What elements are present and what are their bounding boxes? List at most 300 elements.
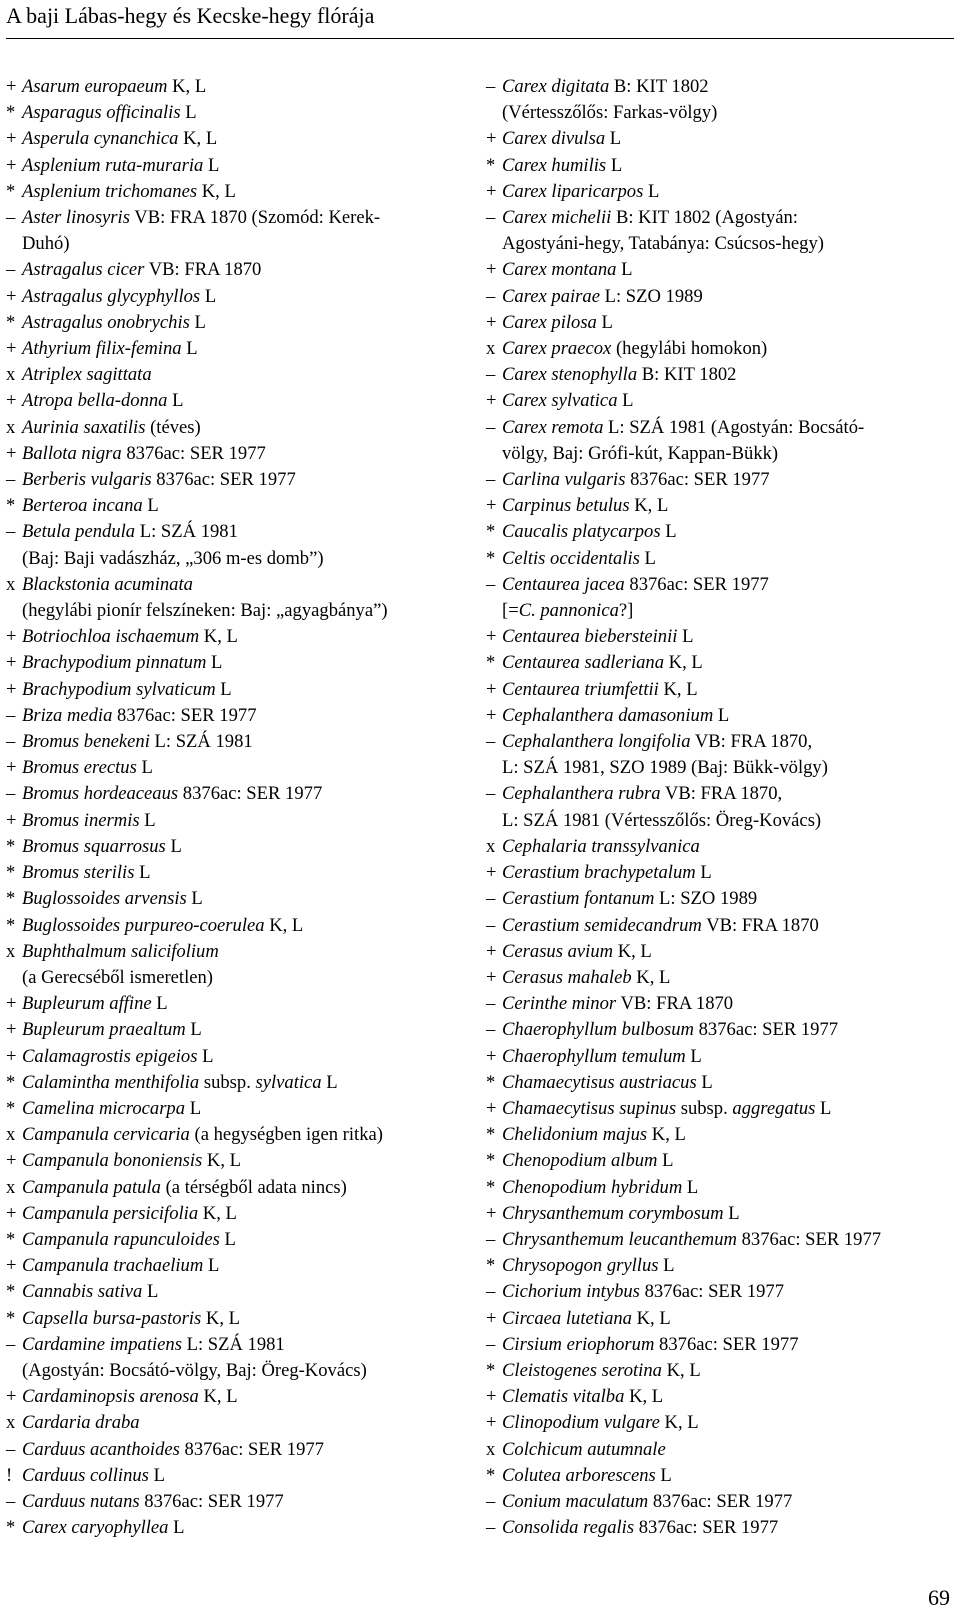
species-entry bbox=[6, 1070, 466, 1096]
species-entry bbox=[486, 913, 956, 939]
entry-note: L bbox=[662, 1150, 674, 1172]
entry-note: L bbox=[186, 338, 198, 360]
entry-note: subsp. bbox=[203, 1071, 251, 1093]
species-name: Cerastium fontanum bbox=[502, 888, 655, 910]
species-name: Conium maculatum bbox=[502, 1490, 649, 1512]
species-entry bbox=[486, 677, 956, 703]
entry-marker: * bbox=[6, 180, 16, 202]
entry-marker: – bbox=[486, 416, 496, 438]
entry-note: L bbox=[663, 1255, 675, 1277]
entry-note: 8376ac: SER 1977 bbox=[644, 1281, 785, 1303]
species-entry bbox=[486, 546, 956, 572]
entry-note: 8376ac: SER 1977 bbox=[652, 1490, 793, 1512]
species-name: Ballota nigra bbox=[22, 442, 122, 464]
entry-note: L bbox=[644, 547, 656, 569]
species-name: Centaurea jacea bbox=[502, 573, 625, 595]
species-name: Cannabis sativa bbox=[22, 1281, 143, 1303]
species-name: Calamintha menthifolia bbox=[22, 1071, 200, 1093]
species-name: Buglossoides arvensis bbox=[22, 888, 187, 910]
entry-marker: * bbox=[6, 888, 16, 910]
right-column bbox=[486, 74, 956, 1541]
species-name: Cerasus mahaleb bbox=[502, 966, 632, 988]
species-entry bbox=[6, 493, 466, 519]
entry-note: L bbox=[144, 809, 156, 831]
entry-marker: – bbox=[486, 731, 496, 753]
species-name: Carex digitata bbox=[502, 76, 610, 97]
species-name: Campanula patula bbox=[22, 1176, 161, 1198]
entry-note: L bbox=[700, 862, 712, 884]
entry-note: L bbox=[172, 390, 184, 412]
entry-marker: x bbox=[6, 1176, 16, 1198]
species-entry bbox=[6, 284, 466, 310]
entry-marker: + bbox=[486, 940, 497, 962]
entry-continuation: Agostyáni-hegy, Tatabánya: Csúcsos-hegy) bbox=[502, 233, 824, 255]
entry-marker: * bbox=[6, 311, 16, 333]
entry-marker: + bbox=[6, 442, 17, 464]
species-entry bbox=[6, 1122, 466, 1148]
species-name: Carpinus betulus bbox=[502, 495, 630, 517]
entry-marker: x bbox=[6, 573, 16, 595]
entry-note: L bbox=[682, 626, 694, 648]
species-entry bbox=[486, 1070, 956, 1096]
species-entry bbox=[486, 467, 956, 493]
species-entry bbox=[6, 388, 466, 414]
entry-note: L bbox=[153, 1464, 165, 1486]
species-name: Cerastium brachypetalum bbox=[502, 862, 696, 884]
entry-marker: – bbox=[486, 1333, 496, 1355]
species-entry bbox=[6, 100, 466, 126]
entry-marker: * bbox=[486, 1124, 496, 1146]
species-entry bbox=[6, 467, 466, 493]
entry-marker: + bbox=[486, 128, 497, 150]
entry-marker: – bbox=[6, 1490, 16, 1512]
entry-note: subsp. bbox=[680, 1097, 728, 1119]
entry-marker: – bbox=[6, 469, 16, 491]
entry-note: L: SZÁ 1981 bbox=[139, 521, 238, 543]
species-entry bbox=[6, 1489, 466, 1515]
entry-marker: – bbox=[486, 783, 496, 805]
entry-marker: * bbox=[486, 547, 496, 569]
species-name: Chrysanthemum leucanthemum bbox=[502, 1228, 737, 1250]
entry-continuation: (hegylábi pionír felszíneken: Baj: „agyagbánya”) bbox=[22, 600, 388, 622]
species-name: Briza media bbox=[22, 704, 113, 726]
entry-marker: + bbox=[486, 1307, 497, 1329]
species-entry bbox=[6, 1332, 466, 1358]
species-entry bbox=[486, 1148, 956, 1174]
entry-note: (téves) bbox=[150, 416, 201, 438]
entry-marker: * bbox=[486, 1464, 496, 1486]
entry-marker: – bbox=[6, 1333, 16, 1355]
species-entry bbox=[6, 860, 466, 886]
entry-note: K, L bbox=[636, 966, 671, 988]
entry-marker: – bbox=[486, 364, 496, 386]
species-name: Colchicum autumnale bbox=[502, 1438, 666, 1460]
species-entry bbox=[6, 205, 466, 231]
species-name: Brachypodium sylvaticum bbox=[22, 678, 216, 700]
entry-note: K, L bbox=[205, 1307, 240, 1329]
entry-note: L bbox=[191, 888, 203, 910]
entry-note: L bbox=[820, 1097, 832, 1119]
entry-marker: * bbox=[486, 1359, 496, 1381]
entry-marker: * bbox=[486, 652, 496, 674]
entry-note: L bbox=[665, 521, 677, 543]
species-entry bbox=[6, 1017, 466, 1043]
species-name: Betula pendula bbox=[22, 521, 136, 543]
entry-note: L: SZÁ 1981 bbox=[186, 1333, 285, 1355]
species-name: Bupleurum affine bbox=[22, 993, 152, 1015]
entry-note: (hegylábi homokon) bbox=[615, 338, 768, 360]
species-entry bbox=[486, 1201, 956, 1227]
species-name: Centaurea triumfettii bbox=[502, 678, 659, 700]
species-name: Cerastium semidecandrum bbox=[502, 914, 702, 936]
entry-note: L bbox=[170, 835, 182, 857]
species-entry bbox=[6, 729, 466, 755]
entry-marker: – bbox=[486, 914, 496, 936]
species-name: Caucalis platycarpos bbox=[502, 521, 661, 543]
species-name: Carex liparicarpos bbox=[502, 180, 644, 202]
species-name: Consolida regalis bbox=[502, 1517, 635, 1539]
entry-note: L bbox=[173, 1517, 185, 1539]
entry-marker: + bbox=[486, 180, 497, 202]
entry-note: (a térségből adata nincs) bbox=[165, 1176, 347, 1198]
species-entry bbox=[6, 441, 466, 467]
species-entry bbox=[6, 179, 466, 205]
species-entry bbox=[6, 572, 466, 598]
species-entry bbox=[486, 153, 956, 179]
entry-note: K, L bbox=[651, 1124, 686, 1146]
species-name: Campanula bononiensis bbox=[22, 1150, 203, 1172]
species-entry bbox=[486, 1279, 956, 1305]
entry-note: L bbox=[190, 1019, 202, 1041]
species-name: Colutea arborescens bbox=[502, 1464, 656, 1486]
entry-marker: + bbox=[6, 626, 17, 648]
subspecies-name: aggregatus bbox=[732, 1097, 816, 1119]
species-entry bbox=[6, 1463, 466, 1489]
entry-marker: – bbox=[6, 783, 16, 805]
species-name: Centaurea sadleriana bbox=[502, 652, 664, 674]
entry-marker: + bbox=[6, 1255, 17, 1277]
species-entry bbox=[486, 1410, 956, 1436]
species-name: Cirsium eriophorum bbox=[502, 1333, 655, 1355]
species-entry bbox=[6, 991, 466, 1017]
entry-note: 8376ac: SER 1977 bbox=[117, 704, 257, 726]
species-name: Chamaecytisus austriacus bbox=[502, 1071, 697, 1093]
species-name: Cardaria draba bbox=[22, 1412, 140, 1434]
entry-note: K, L bbox=[201, 180, 236, 202]
entry-continuation: (Baj: Baji vadászház, „306 m-es domb”) bbox=[22, 547, 324, 569]
species-name: Carex divulsa bbox=[502, 128, 606, 150]
entry-marker: + bbox=[486, 259, 497, 281]
species-entry bbox=[486, 1044, 956, 1070]
entry-marker: – bbox=[6, 207, 16, 229]
species-entry bbox=[6, 1437, 466, 1463]
entry-marker: – bbox=[486, 993, 496, 1015]
species-name: Carex pairae bbox=[502, 285, 600, 307]
left-column bbox=[6, 74, 466, 1541]
species-name: Carduus acanthoides bbox=[22, 1438, 180, 1460]
entry-marker: * bbox=[486, 154, 496, 176]
entry-marker: + bbox=[486, 862, 497, 884]
entry-marker: * bbox=[6, 1071, 16, 1093]
species-name: Aster linosyris bbox=[22, 207, 130, 229]
entry-note: 8376ac: SER 1977 bbox=[182, 783, 323, 805]
entry-marker: + bbox=[486, 626, 497, 648]
entry-note: K, L bbox=[666, 1359, 701, 1381]
species-entry bbox=[486, 205, 956, 231]
entry-note: 8376ac: SER 1977 bbox=[630, 469, 770, 491]
species-name: Asplenium trichomanes bbox=[22, 180, 198, 202]
species-entry bbox=[486, 965, 956, 991]
entry-marker: * bbox=[6, 835, 16, 857]
entry-marker: – bbox=[6, 1438, 16, 1460]
entry-note: L bbox=[207, 154, 220, 176]
entry-note: VB: FRA 1870 bbox=[148, 259, 262, 281]
entry-marker: + bbox=[6, 993, 17, 1015]
entry-note: L bbox=[207, 1255, 220, 1277]
species-entry bbox=[6, 153, 466, 179]
species-name: Bromus squarrosus bbox=[22, 835, 166, 857]
species-entry bbox=[6, 886, 466, 912]
entry-marker: + bbox=[486, 311, 497, 333]
entry-marker: – bbox=[486, 1490, 496, 1512]
species-entry bbox=[486, 362, 956, 388]
species-name: Carex praecox bbox=[502, 338, 612, 360]
subspecies-name: sylvatica bbox=[255, 1071, 322, 1093]
entry-marker: + bbox=[6, 390, 17, 412]
entry-note: L bbox=[147, 495, 159, 517]
entry-note: L bbox=[220, 678, 232, 700]
entry-marker: + bbox=[6, 1019, 17, 1041]
entry-note: 8376ac: SER 1977 bbox=[698, 1019, 839, 1041]
entry-marker: – bbox=[6, 704, 16, 726]
species-name: Astragalus cicer bbox=[22, 259, 145, 281]
entry-note: K, L bbox=[202, 1202, 237, 1224]
species-name: Carex michelii bbox=[502, 207, 612, 229]
entry-marker: + bbox=[6, 1150, 17, 1172]
entry-note: L bbox=[660, 1464, 672, 1486]
entry-note: K, L bbox=[668, 652, 703, 674]
species-name: Cleistogenes serotina bbox=[502, 1359, 662, 1381]
entry-marker: – bbox=[486, 1228, 496, 1250]
entry-note: L bbox=[686, 1176, 699, 1198]
entry-marker: + bbox=[6, 128, 17, 150]
species-name: Carex stenophylla bbox=[502, 364, 638, 386]
entry-marker: * bbox=[6, 1097, 16, 1119]
species-name: Asparagus officinalis bbox=[22, 102, 181, 124]
entry-marker: + bbox=[6, 809, 17, 831]
species-name: Campanula persicifolia bbox=[22, 1202, 199, 1224]
entry-note: VB: FRA 1870, bbox=[694, 731, 813, 753]
species-name: Carlina vulgaris bbox=[502, 469, 626, 491]
entry-marker: * bbox=[6, 1228, 16, 1250]
entry-continuation: L: SZÁ 1981, SZO 1989 (Baj: Bükk-völgy) bbox=[502, 757, 828, 779]
species-entry bbox=[6, 677, 466, 703]
entry-note: L bbox=[194, 311, 206, 333]
entry-marker: * bbox=[6, 1517, 16, 1539]
species-entry bbox=[486, 74, 956, 100]
entry-marker: + bbox=[6, 678, 17, 700]
entry-marker: – bbox=[6, 731, 16, 753]
species-entry bbox=[486, 624, 956, 650]
entry-marker: x bbox=[486, 835, 496, 857]
entry-note: B: KIT 1802 bbox=[641, 364, 737, 386]
species-entry bbox=[6, 1515, 466, 1541]
entry-note: L bbox=[621, 259, 633, 281]
entry-note: 8376ac: SER 1977 bbox=[144, 1490, 284, 1512]
species-entry bbox=[486, 834, 956, 860]
entry-note: B: KIT 1802 (Agostyán: bbox=[615, 207, 798, 229]
species-name: Cichorium intybus bbox=[502, 1281, 640, 1303]
species-entry bbox=[6, 1227, 466, 1253]
species-entry bbox=[6, 1201, 466, 1227]
page-number: 69 bbox=[928, 1585, 950, 1610]
entry-marker: + bbox=[486, 966, 497, 988]
entry-note: L bbox=[147, 1281, 159, 1303]
species-entry bbox=[486, 257, 956, 283]
species-name: Bupleurum praealtum bbox=[22, 1019, 186, 1041]
entry-continuation: (a Gerecséből ismeretlen) bbox=[22, 966, 214, 988]
species-name: Buglossoides purpureo-coerulea bbox=[22, 914, 265, 936]
entry-marker: – bbox=[486, 76, 496, 97]
entry-note: L bbox=[224, 1228, 236, 1250]
entry-continuation bbox=[486, 598, 956, 624]
entry-marker: + bbox=[486, 1412, 497, 1434]
entry-marker: – bbox=[486, 1517, 496, 1539]
species-name: Astragalus onobrychis bbox=[22, 311, 190, 333]
entry-marker: – bbox=[486, 573, 496, 595]
entry-note: (a hegységben igen ritka) bbox=[194, 1124, 383, 1146]
species-entry bbox=[486, 1463, 956, 1489]
species-entry bbox=[486, 650, 956, 676]
species-name: Cephalanthera rubra bbox=[502, 783, 661, 805]
species-entry bbox=[486, 886, 956, 912]
species-entry bbox=[486, 493, 956, 519]
species-name: Athyrium filix-femina bbox=[22, 338, 182, 360]
entry-note: 8376ac: SER 1977 bbox=[126, 442, 266, 464]
entry-marker: * bbox=[486, 1071, 496, 1093]
species-entry bbox=[6, 808, 466, 834]
species-entry bbox=[6, 939, 466, 965]
entry-note: VB: FRA 1870 bbox=[620, 993, 734, 1015]
entry-note: L bbox=[326, 1071, 338, 1093]
species-entry bbox=[6, 1175, 466, 1201]
species-name: Calamagrostis epigeios bbox=[22, 1045, 198, 1067]
species-entry bbox=[6, 834, 466, 860]
entry-continuation: (Vértesszőlős: Farkas-völgy) bbox=[502, 102, 718, 124]
entry-marker: ! bbox=[6, 1464, 13, 1486]
entry-marker: + bbox=[6, 757, 17, 779]
species-entry bbox=[486, 336, 956, 362]
entry-note: L bbox=[204, 285, 217, 307]
species-name: Bromus benekeni bbox=[22, 731, 150, 753]
species-entry bbox=[486, 179, 956, 205]
species-name: Cephalanthera longifolia bbox=[502, 731, 691, 753]
entry-marker: x bbox=[6, 364, 16, 386]
entry-marker: – bbox=[486, 207, 496, 229]
entry-marker: + bbox=[486, 495, 497, 517]
entry-note: L bbox=[610, 154, 623, 176]
species-entry bbox=[486, 519, 956, 545]
entry-note: B: KIT 1802 bbox=[613, 76, 709, 97]
entry-marker: + bbox=[486, 1386, 497, 1408]
species-name: Chrysopogon gryllus bbox=[502, 1255, 659, 1277]
species-entry bbox=[6, 519, 466, 545]
species-name: Chamaecytisus supinus bbox=[502, 1097, 677, 1119]
entry-note: 8376ac: SER 1977 bbox=[184, 1438, 324, 1460]
entry-continuation: L: SZÁ 1981 (Vértesszőlős: Öreg-Kovács) bbox=[502, 809, 822, 831]
species-name: Cerinthe minor bbox=[502, 993, 617, 1015]
species-entry bbox=[486, 1489, 956, 1515]
entry-marker: * bbox=[6, 102, 16, 124]
species-entry bbox=[6, 1044, 466, 1070]
entry-marker: – bbox=[486, 1281, 496, 1303]
entry-note: L bbox=[601, 311, 613, 333]
entry-continuation: Duhó) bbox=[22, 233, 70, 255]
species-entry bbox=[486, 1515, 956, 1541]
species-entry bbox=[6, 1384, 466, 1410]
species-entry bbox=[486, 1253, 956, 1279]
entry-note: K, L bbox=[203, 1386, 238, 1408]
species-name: Buphthalmum salicifolium bbox=[22, 940, 219, 962]
species-entry bbox=[6, 650, 466, 676]
species-name: Chrysanthemum corymbosum bbox=[502, 1202, 724, 1224]
entry-marker: x bbox=[6, 1124, 16, 1146]
entry-note: 8376ac: SER 1977 bbox=[741, 1228, 882, 1250]
species-name: Camelina microcarpa bbox=[22, 1097, 186, 1119]
entry-marker: * bbox=[486, 1255, 496, 1277]
entry-note: L bbox=[185, 102, 197, 124]
entry-note: L: SZÁ 1981 bbox=[154, 731, 253, 753]
species-entry bbox=[6, 126, 466, 152]
entry-marker: + bbox=[486, 678, 497, 700]
species-name: Asarum europaeum bbox=[22, 76, 168, 97]
species-name: Botriochloa ischaemum bbox=[22, 626, 200, 648]
entry-marker: * bbox=[6, 1307, 16, 1329]
entry-note: L bbox=[609, 128, 622, 150]
entry-note: VB: FRA 1870 bbox=[706, 914, 819, 936]
continuation-text: ?] bbox=[618, 600, 634, 622]
species-name: Cerasus avium bbox=[502, 940, 614, 962]
entry-note: L bbox=[728, 1202, 740, 1224]
species-entry bbox=[486, 991, 956, 1017]
entry-marker: – bbox=[486, 1019, 496, 1041]
entry-marker: + bbox=[6, 1386, 17, 1408]
species-entry bbox=[486, 388, 956, 414]
species-entry bbox=[6, 703, 466, 729]
species-name: Bromus erectus bbox=[22, 757, 137, 779]
species-entry bbox=[486, 703, 956, 729]
entry-marker: + bbox=[6, 652, 17, 674]
species-entry bbox=[6, 1306, 466, 1332]
page-header: A baji Lábas-hegy és Kecske-hegy flórája bbox=[6, 2, 954, 39]
species-name: Chenopodium album bbox=[502, 1150, 658, 1172]
species-name: Carex caryophyllea bbox=[22, 1517, 169, 1539]
species-name: Carex montana bbox=[502, 259, 617, 281]
species-entry bbox=[6, 415, 466, 441]
entry-marker: – bbox=[486, 285, 496, 307]
entry-continuation: völgy, Baj: Grófi-kút, Kappan-Bükk) bbox=[502, 442, 779, 464]
species-name: Bromus hordeaceaus bbox=[22, 783, 179, 805]
species-entry bbox=[486, 310, 956, 336]
species-entry bbox=[486, 1175, 956, 1201]
species-name: Campanula trachaelium bbox=[22, 1255, 204, 1277]
entry-note: L bbox=[701, 1071, 713, 1093]
species-entry bbox=[486, 415, 956, 441]
entry-note: K, L bbox=[183, 128, 218, 150]
species-name: Centaurea biebersteinii bbox=[502, 626, 678, 648]
continuation-text: [= bbox=[502, 600, 519, 622]
entry-note: K, L bbox=[269, 914, 304, 936]
